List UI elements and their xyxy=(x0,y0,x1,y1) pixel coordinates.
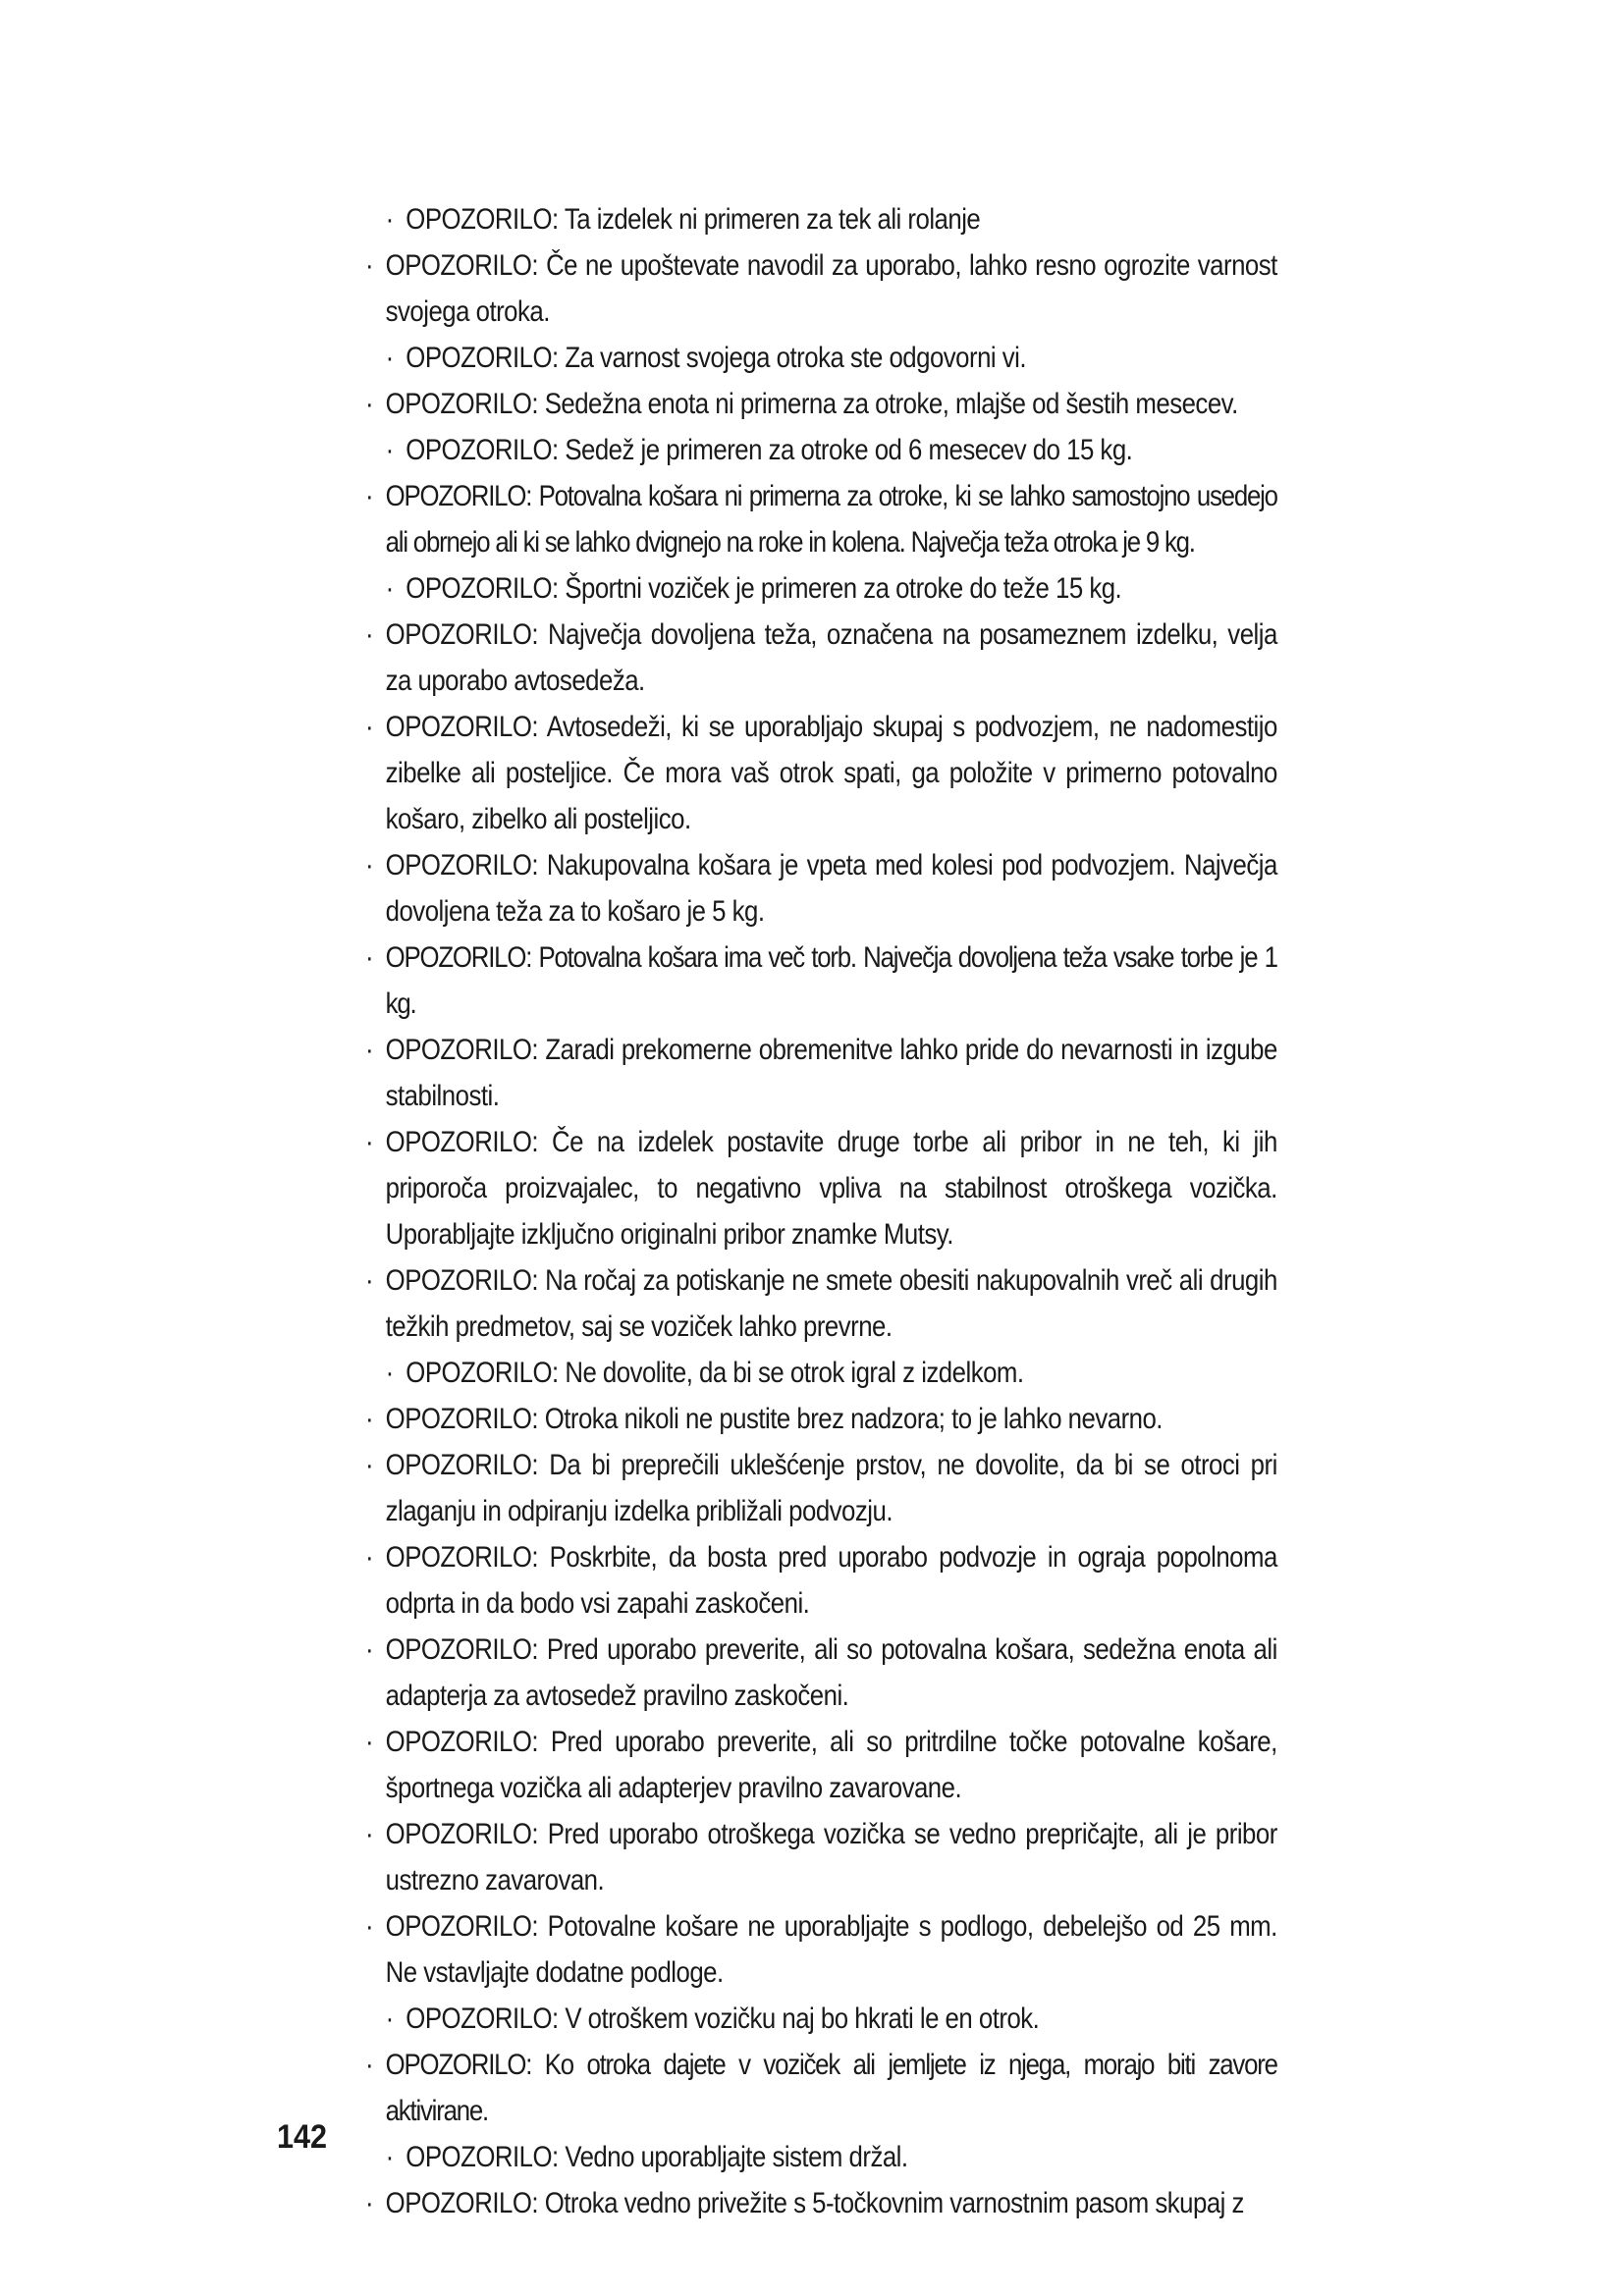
warning-text: OPOZORILO: Na ročaj za potiskanje ne smete obesiti nakupovalnih vreč ali drugih težkih predmetov, saj se voziček lahko prevrne. xyxy=(385,1264,1277,1343)
warning-text: OPOZORILO: Sedežna enota ni primerna za otroke, mlajše od šestih mesecev. xyxy=(385,388,1238,420)
warning-item xyxy=(365,1627,1277,1719)
bullet-icon: · xyxy=(365,1034,374,1066)
bullet-icon: · xyxy=(385,203,394,236)
warning-item xyxy=(365,196,1277,242)
bullet-icon: · xyxy=(385,2002,394,2035)
warning-text: OPOZORILO: Sedež je primeren za otroke od 6 mesecev do 15 kg. xyxy=(406,434,1133,466)
warning-item xyxy=(365,427,1277,473)
bullet-icon: · xyxy=(365,1633,374,1666)
warning-text: OPOZORILO: Pred uporabo otroškega vozička se vedno prepričajte, ali je pribor ustrezno zavarovan. xyxy=(385,1818,1277,1896)
warning-item xyxy=(365,473,1277,565)
warning-text: OPOZORILO: V otroškem vozičku naj bo hkrati le en otrok. xyxy=(406,2002,1040,2035)
warning-text: OPOZORILO: Če ne upoštevate navodil za uporabo, lahko resno ogrozite varnost svojega otroka. xyxy=(385,249,1277,328)
bullet-icon: · xyxy=(385,572,394,605)
bullet-icon: · xyxy=(365,711,374,743)
bullet-icon: · xyxy=(365,1726,374,1758)
warning-item xyxy=(365,1350,1277,1396)
warning-item xyxy=(365,704,1277,842)
bullet-icon: · xyxy=(365,249,374,282)
warning-item xyxy=(365,1257,1277,1350)
warning-item xyxy=(365,1719,1277,1811)
warning-item xyxy=(365,1534,1277,1627)
warning-item xyxy=(365,1119,1277,1257)
warning-item xyxy=(365,1811,1277,1903)
warning-text: OPOZORILO: Ko otroka dajete v voziček ali jemljete iz njega, morajo biti zavore aktivirane. xyxy=(385,2049,1277,2127)
warning-text: OPOZORILO: Potovalna košara ni primerna za otroke, ki se lahko samostojno usedejo ali obrnejo ali ki se lahko dvignejo na roke in kolena. Največja teža otroka je 9 kg. xyxy=(385,480,1277,559)
warning-text: OPOZORILO: Nakupovalna košara je vpeta med kolesi pod podvozjem. Največja dovoljena teža za to košaro je 5 kg. xyxy=(385,849,1277,928)
bullet-icon: · xyxy=(365,2187,374,2219)
warning-text: OPOZORILO: Pred uporabo preverite, ali so potovalna košara, sedežna enota ali adapterja za avtosedež pravilno zaskočeni. xyxy=(385,1633,1277,1712)
bullet-icon: · xyxy=(365,849,374,881)
warning-text: OPOZORILO: Potovalne košare ne uporabljajte s podlogo, debelejšo od 25 mm. Ne vstavljajte dodatne podloge. xyxy=(385,1910,1277,1989)
bullet-icon: · xyxy=(365,1818,374,1850)
warning-item xyxy=(365,1027,1277,1119)
warning-item xyxy=(365,381,1277,427)
warning-text: OPOZORILO: Da bi preprečili uklešćenje prstov, ne dovolite, da bi se otroci pri zlaganju in odpiranju izdelka približali podvozju. xyxy=(385,1449,1277,1527)
warning-text: OPOZORILO: Avtosedeži, ki se uporabljajo skupaj s podvozjem, ne nadomestijo zibelke ali posteljice. Če mora vaš otrok spati, ga položite v primerno potovalno košaro, zibelko ali posteljico. xyxy=(385,711,1277,835)
bullet-icon: · xyxy=(365,1264,374,1297)
warning-item xyxy=(365,1396,1277,1442)
bullet-icon: · xyxy=(365,388,374,420)
warning-text: OPOZORILO: Ne dovolite, da bi se otrok igral z izdelkom. xyxy=(406,1357,1024,1389)
warning-text: OPOZORILO: Vedno uporabljajte sistem držal. xyxy=(406,2141,908,2173)
warning-item xyxy=(365,2042,1277,2134)
warning-item xyxy=(365,565,1277,612)
warning-item xyxy=(365,1996,1277,2042)
warning-item xyxy=(365,934,1277,1027)
bullet-icon: · xyxy=(365,1403,374,1435)
warning-text: OPOZORILO: Pred uporabo preverite, ali so pritrdilne točke potovalne košare, športnega vozička ali adapterjev pravilno zavarovane. xyxy=(385,1726,1277,1804)
warning-item xyxy=(365,335,1277,381)
warning-item xyxy=(365,612,1277,704)
bullet-icon: · xyxy=(365,2049,373,2081)
warning-text: OPOZORILO: Če na izdelek postavite druge torbe ali pribor in ne teh, ki jih priporoča proizvajalec, to negativno vpliva na stabilnost otroškega vozička. Uporabljajte izključno originalni pribor znamke Mutsy. xyxy=(385,1126,1277,1251)
warning-text: OPOZORILO: Otroka vedno privežite s 5-točkovnim varnostnim pasom skupaj z xyxy=(385,2187,1244,2219)
bullet-icon: · xyxy=(385,1357,394,1389)
bullet-icon: · xyxy=(365,1910,374,1943)
page-number: 142 xyxy=(277,2118,328,2156)
warning-item xyxy=(365,242,1277,335)
warning-text: OPOZORILO: Za varnost svojega otroka ste odgovorni vi. xyxy=(406,342,1027,374)
warning-text: OPOZORILO: Največja dovoljena teža, označena na posameznem izdelku, velja za uporabo avtosedeža. xyxy=(385,618,1277,697)
warning-item xyxy=(365,842,1277,934)
warning-text: OPOZORILO: Zaradi prekomerne obremenitve lahko pride do nevarnosti in izgube stabilnosti. xyxy=(385,1034,1277,1112)
warning-text: OPOZORILO: Potovalna košara ima več torb. Največja dovoljena teža vsake torbe je 1 kg. xyxy=(385,941,1277,1020)
warning-item xyxy=(365,1442,1277,1534)
warning-text: OPOZORILO: Otroka nikoli ne pustite brez nadzora; to je lahko nevarno. xyxy=(385,1403,1163,1435)
warning-text: OPOZORILO: Športni voziček je primeren za otroke do teže 15 kg. xyxy=(406,572,1122,605)
warning-item xyxy=(365,2134,1277,2180)
bullet-icon: · xyxy=(385,434,394,466)
warning-text: OPOZORILO: Poskrbite, da bosta pred uporabo podvozje in ograja popolnoma odprta in da bodo vsi zapahi zaskočeni. xyxy=(385,1541,1277,1620)
warning-item xyxy=(365,2180,1277,2226)
bullet-icon: · xyxy=(365,1126,374,1158)
bullet-icon: · xyxy=(365,941,373,974)
warning-item xyxy=(365,1903,1277,1996)
bullet-icon: · xyxy=(365,480,373,512)
bullet-icon: · xyxy=(385,2141,394,2173)
bullet-icon: · xyxy=(365,618,374,651)
bullet-icon: · xyxy=(385,342,394,374)
bullet-icon: · xyxy=(365,1541,374,1574)
warning-text: OPOZORILO: Ta izdelek ni primeren za tek ali rolanje xyxy=(406,203,981,236)
warning-list xyxy=(365,196,1278,2226)
bullet-icon: · xyxy=(365,1449,374,1481)
